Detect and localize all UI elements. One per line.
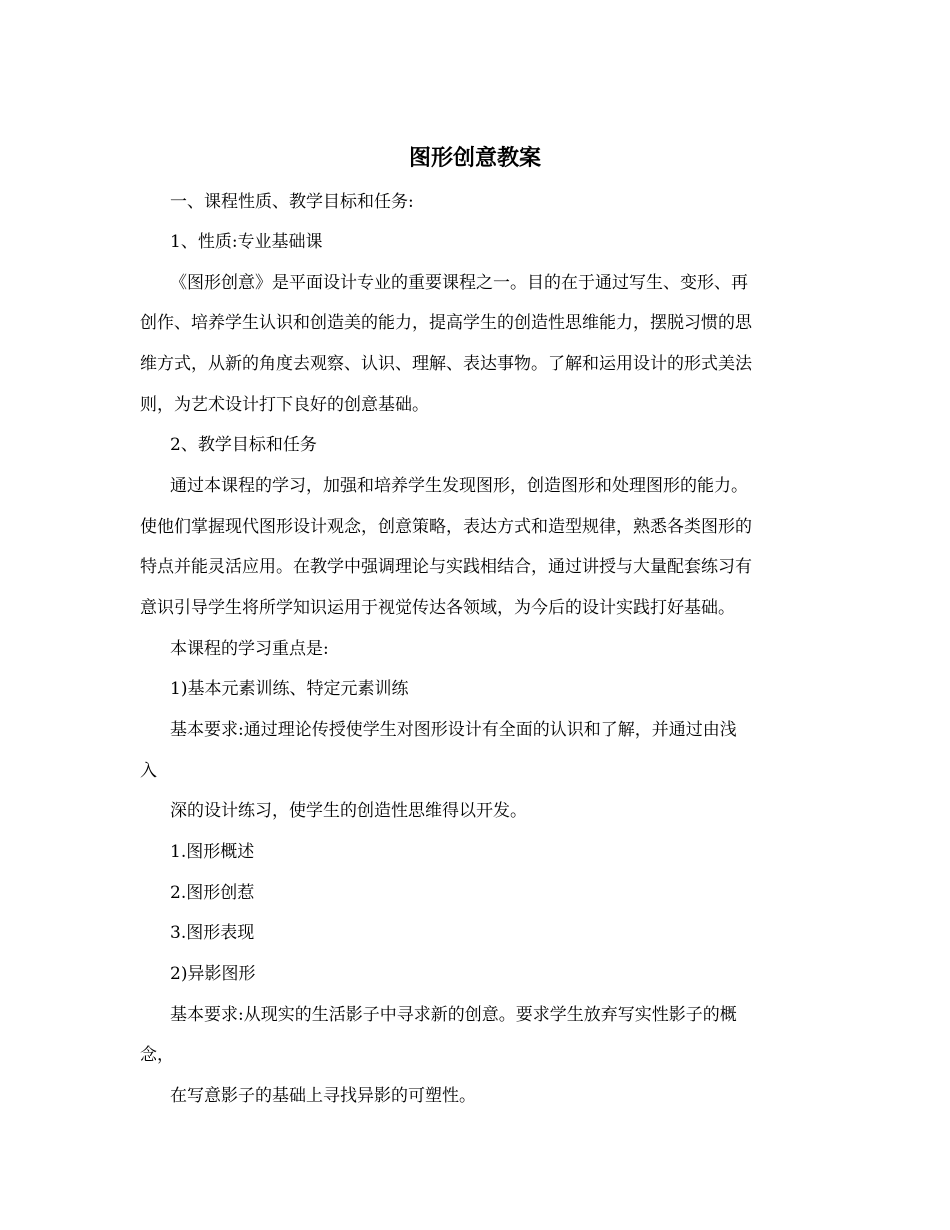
paragraph-line: 基本要求:从现实的生活影子中寻求新的创意。要求学生放弃写实性影子的概 — [170, 1005, 737, 1025]
paragraph-line: 通过本课程的学习，加强和培养学生发现图形，创造图形和处理图形的能力。 — [170, 476, 748, 496]
paragraph-line: 入 — [140, 761, 157, 781]
paragraph-line: 在写意影子的基础上寻找异影的可塑性。 — [170, 1086, 476, 1106]
paragraph-line: 基本要求:通过理论传授使学生对图形设计有全面的认识和了解，并通过由浅 — [170, 720, 737, 740]
section-heading-course-nature: 一、课程性质、教学目标和任务: — [170, 192, 414, 212]
paragraph-line: 念， — [140, 1045, 174, 1065]
paragraph-line: 意识引导学生将所学知识运用于视觉传达各领域，为今后的设计实践打好基础。 — [140, 598, 735, 618]
paragraph-line: 本课程的学习重点是: — [170, 639, 329, 659]
list-item: 1.图形概述 — [170, 842, 255, 862]
paragraph-line: 《图形创意》是平面设计专业的重要课程之一。目的在于通过写生、变形、再 — [170, 273, 748, 293]
paragraph-line: 深的设计练习，使学生的创造性思维得以开发。 — [170, 801, 527, 821]
subheading-nature: 1、性质:专业基础课 — [170, 232, 323, 252]
list-item: 2.图形创惹 — [170, 883, 255, 903]
paragraph-line: 维方式，从新的角度去观察、认识、理解、表达事物。了解和运用设计的形式美法 — [140, 354, 752, 374]
list-heading: 1)基本元素训练、特定元素训练 — [170, 679, 409, 699]
subheading-goals: 2、教学目标和任务 — [170, 435, 317, 455]
list-heading: 2)异影图形 — [170, 964, 256, 984]
paragraph-line: 特点并能灵活应用。在教学中强调理论与实践相结合，通过讲授与大量配套练习有 — [140, 557, 752, 577]
paragraph-line: 使他们掌握现代图形设计观念，创意策略，表达方式和造型规律，熟悉各类图形的 — [140, 517, 752, 537]
document-title: 图形创意教案 — [408, 145, 541, 171]
paragraph-line: 则，为艺术设计打下良好的创意基础。 — [140, 395, 429, 415]
paragraph-line: 创作、培养学生认识和创造美的能力，提高学生的创造性思维能力，摆脱习惯的思 — [140, 313, 752, 333]
list-item: 3.图形表现 — [170, 923, 255, 943]
